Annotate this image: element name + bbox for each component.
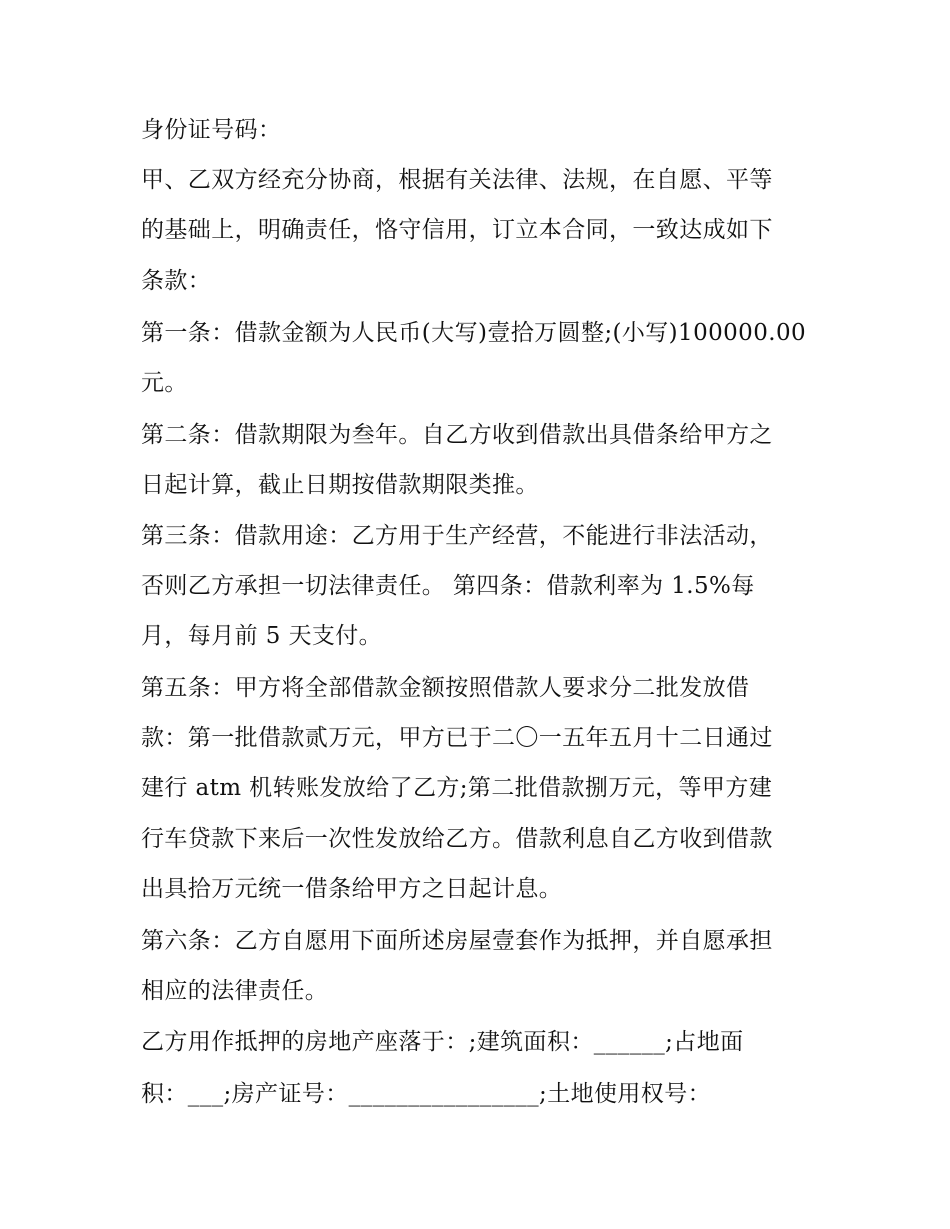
text-line: 日起计算，截止日期按借款期限类推。: [141, 472, 539, 498]
text-line: 月，每月前 5 天支付。: [141, 623, 383, 649]
text-line: 的基础上，明确责任，恪守信用，订立本合同，一致达成如下: [141, 217, 773, 243]
text-line: 条款：: [141, 268, 212, 294]
text-line: 第一条：借款金额为人民币(大写)壹拾万圆整;(小写)100000.00: [141, 320, 807, 346]
text-line: 相应的法律责任。: [141, 978, 329, 1004]
text-line: 出具拾万元统一借条给甲方之日起计息。: [141, 876, 563, 902]
text-line: 第五条：甲方将全部借款金额按照借款人要求分二批发放借: [141, 675, 750, 701]
text-line: 款：第一批借款贰万元，甲方已于二〇一五年五月十二日通过: [141, 725, 773, 751]
text-line: 第六条：乙方自愿用下面所述房屋壹套作为抵押，并自愿承担: [141, 928, 773, 954]
text-line: 第二条：借款期限为叁年。自乙方收到借款出具借条给甲方之: [141, 422, 773, 448]
text-line: 行车贷款下来后一次性发放给乙方。借款利息自乙方收到借款: [141, 826, 773, 852]
text-line: 元。: [141, 370, 188, 396]
text-line: 积：___;房产证号：________________;土地使用权号：: [141, 1081, 711, 1107]
text-line: 乙方用作抵押的房地产座落于：;建筑面积：______;占地面: [141, 1029, 744, 1055]
text-line: 第三条：借款用途：乙方用于生产经营，不能进行非法活动，: [141, 523, 773, 549]
text-line: 身份证号码：: [141, 117, 282, 143]
text-line: 建行 atm 机转账发放给了乙方;第二批借款捌万元，等甲方建: [141, 775, 773, 801]
text-line: 否则乙方承担一切法律责任。 第四条：借款利率为 1.5%每: [141, 573, 755, 599]
text-line: 甲、乙双方经充分协商，根据有关法律、法规，在自愿、平等: [141, 167, 773, 193]
